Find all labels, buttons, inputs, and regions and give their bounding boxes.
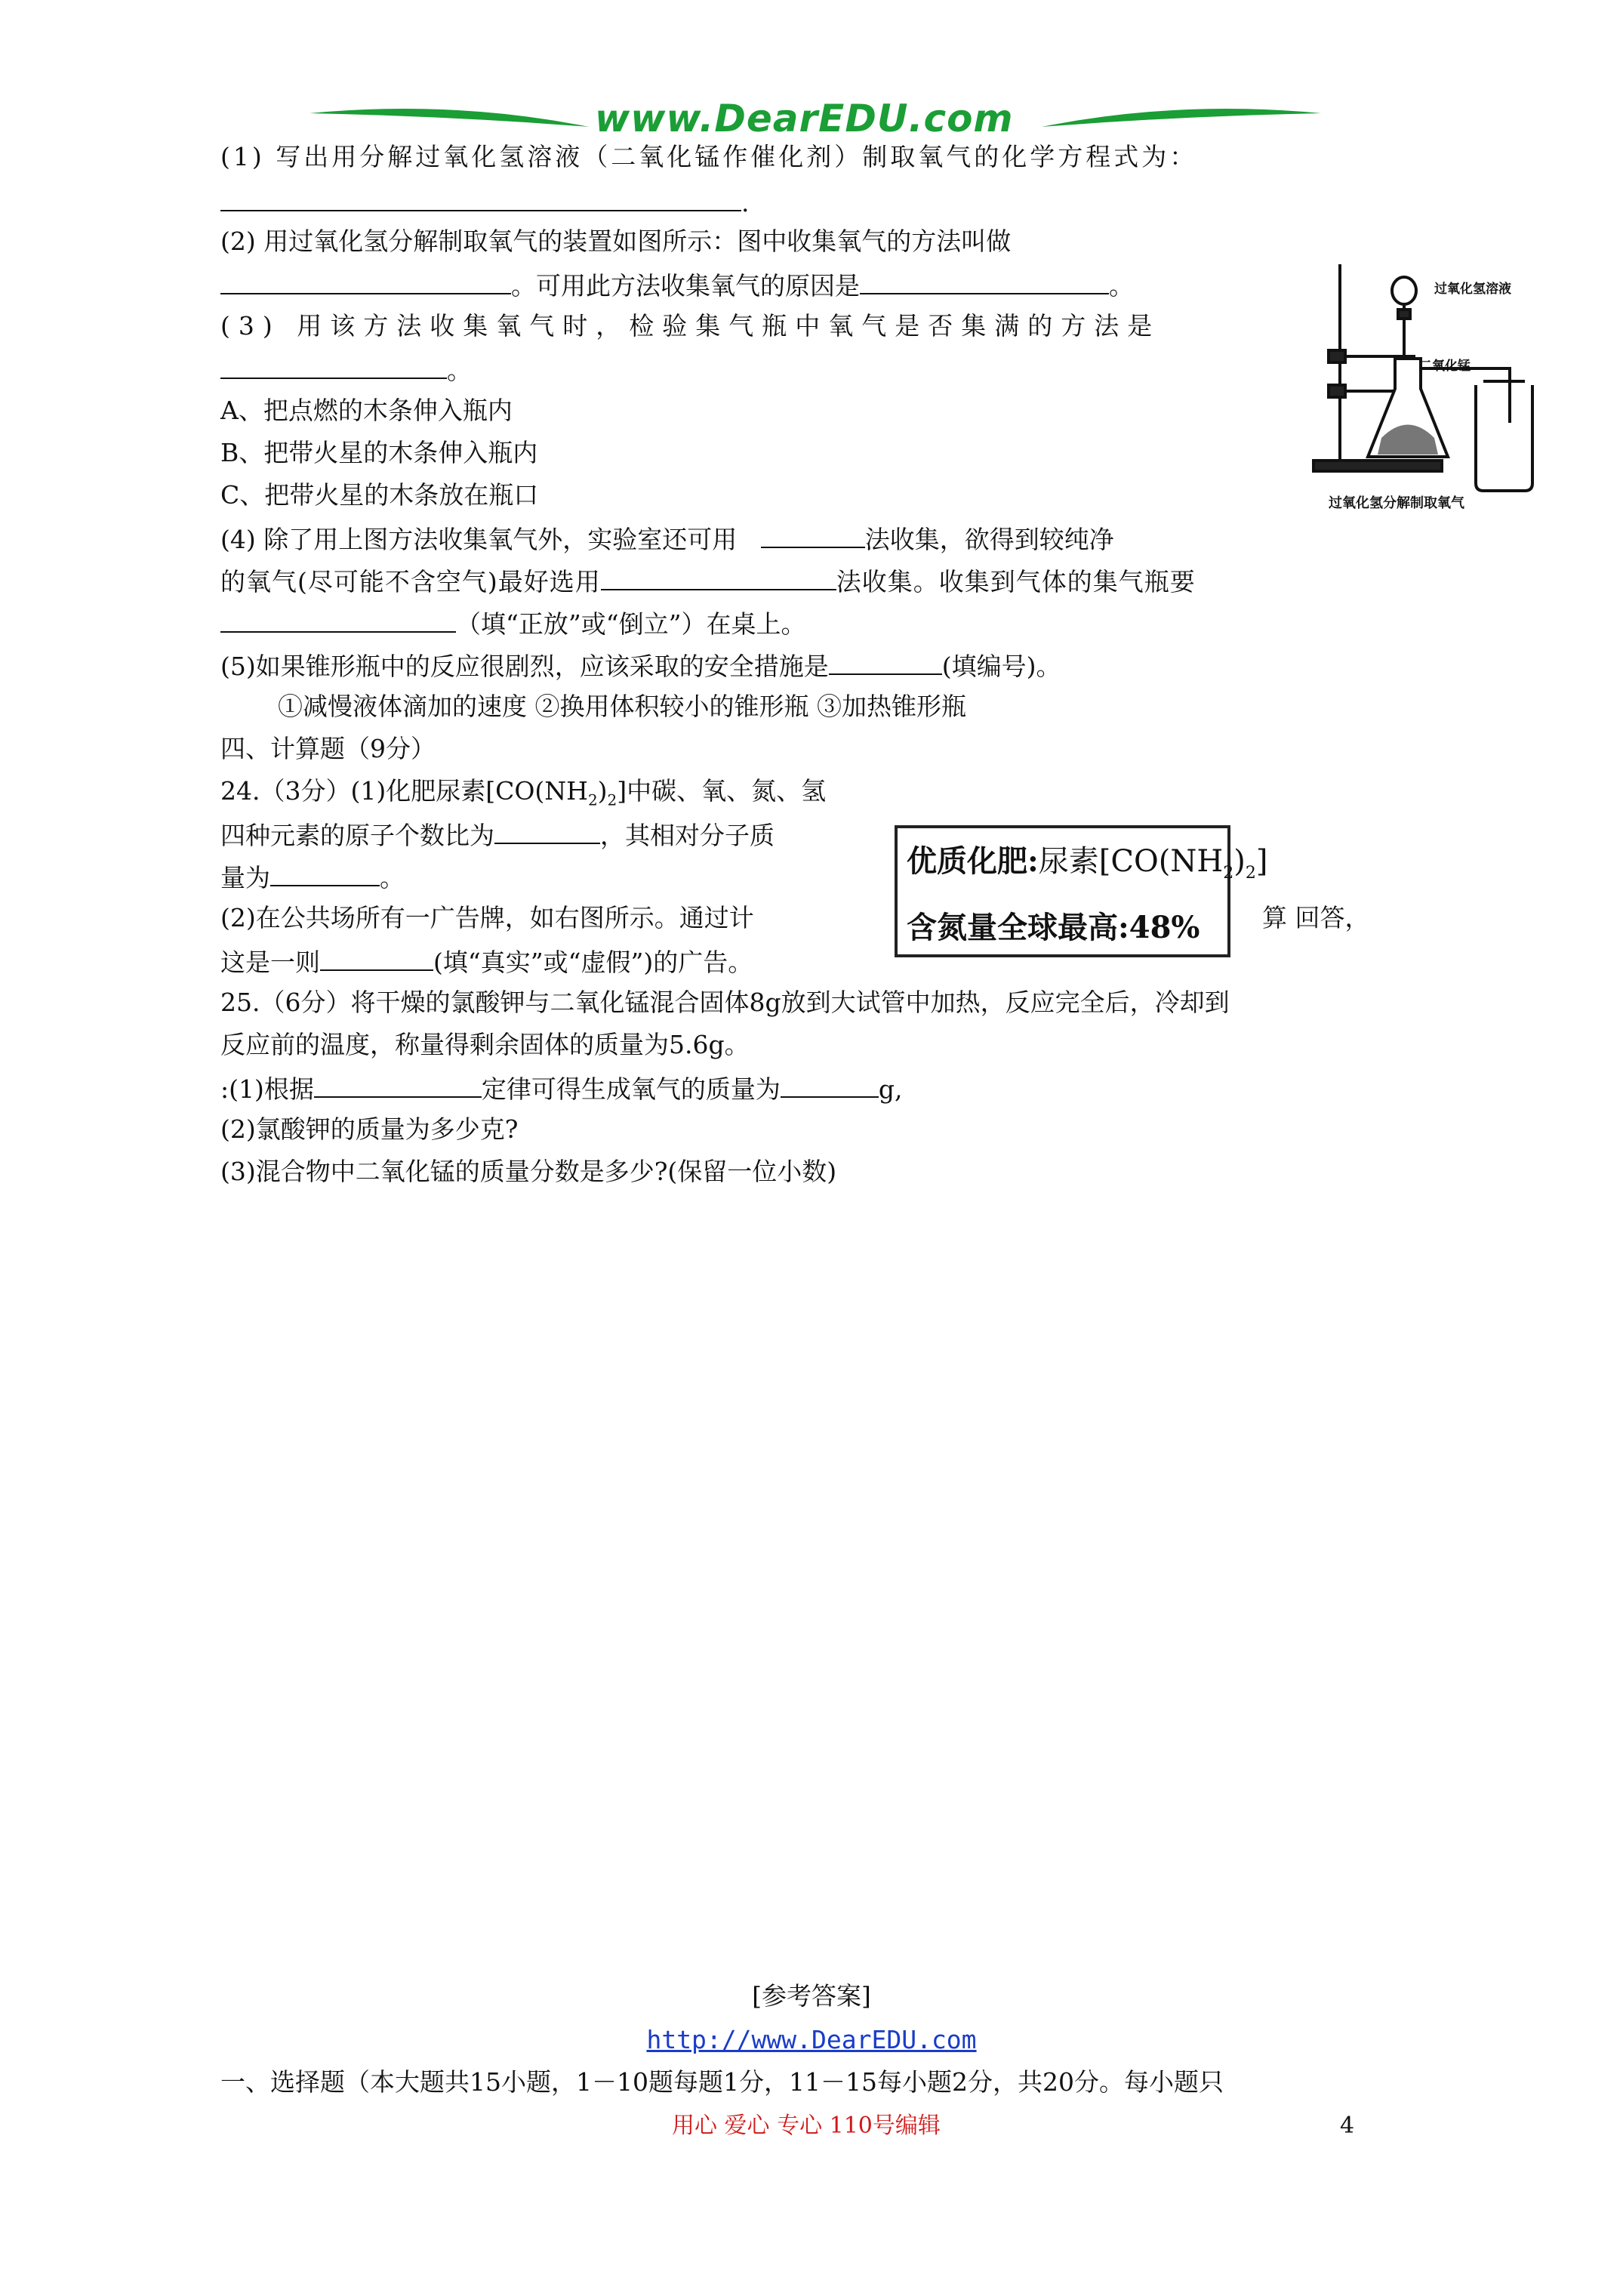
question-25-text-b: 定律可得生成氧气的质量为	[481, 1074, 781, 1104]
section-4-heading: 四、计算题（9分）	[220, 734, 436, 763]
question-1	[220, 140, 1197, 174]
question-1-text: (1) 写出用分解过氧化氢溶液（二氧化锰作催化剂）制取氧气的化学方程式为：	[220, 142, 1198, 171]
option-c: C、把带火星的木条放在瓶口	[220, 480, 539, 510]
question-25: 25.（6分）将干燥的氯酸钾与二氧化锰混合固体8g放到大试管中加热，反应完全后，冷却到	[220, 988, 1230, 1017]
answer-blank[interactable]	[601, 563, 836, 590]
figure-label-mid: 二氧化锰	[1419, 359, 1471, 374]
question-24-line5	[220, 944, 753, 979]
period: .	[741, 188, 750, 217]
subscript: 2	[1245, 864, 1256, 883]
page-number: 4	[1340, 2113, 1355, 2139]
question-24-text-h: (填“真实”或“虚假”)的广告。	[433, 948, 753, 977]
answer-blank[interactable]	[860, 267, 1109, 294]
question-2-text-b: 。可用此方法收集氧气的原因是	[511, 271, 860, 300]
site-link[interactable]: http://www.DearEDU.com	[646, 2025, 977, 2054]
question-24-text-f: (2)在公共场所有一广告牌，如右图所示。通过计	[220, 903, 754, 932]
question-3-text: (3) 用该方法收集氧气时，检验集气瓶中氧气是否集满的方法是	[220, 311, 1161, 341]
subscript: 2	[587, 791, 598, 809]
answer-blank[interactable]	[829, 648, 942, 675]
question-5-options: ①减慢液体滴加的速度 ②换用体积较小的锥形瓶 ③加热锥形瓶	[278, 692, 966, 721]
question-25-part3: (3)混合物中二氧化锰的质量分数是多少?(保留一位小数)	[220, 1157, 837, 1186]
question-4-text-c: 的氧气(尽可能不含空气)最好选用	[220, 567, 601, 596]
question-24	[220, 775, 826, 817]
ad-line-1	[907, 837, 1267, 883]
question-3	[220, 310, 1160, 343]
option-b: B、把带火星的木条伸入瓶内	[220, 438, 538, 467]
period: 。	[380, 863, 405, 892]
answers-link-row	[0, 2023, 1623, 2057]
answer-blank[interactable]	[494, 817, 600, 844]
question-24-paren: )	[597, 776, 608, 806]
advertisement-board	[895, 825, 1268, 957]
question-24-text-e: 量为	[220, 863, 270, 892]
question-25-unit: g,	[878, 1074, 903, 1104]
answer-blank[interactable]	[220, 184, 741, 211]
figure-label-top: 过氧化氢溶液	[1434, 282, 1511, 297]
period: 。	[447, 356, 472, 385]
question-24-line3	[220, 859, 405, 895]
question-24-line2	[220, 817, 775, 852]
question-25-part2: (2)氯酸钾的质量为多少克?	[220, 1114, 519, 1144]
answer-blank[interactable]	[270, 859, 380, 886]
question-25-line2: 反应前的温度，称量得剩余固体的质量为5.6g。	[220, 1030, 750, 1059]
question-4-text-e: （填“正放”或“倒立”）在桌上。	[456, 609, 806, 639]
question-24-text-d: ，其相对分子质	[600, 821, 775, 850]
question-4-line2	[220, 563, 1196, 599]
answers-title: [参考答案]	[752, 1981, 871, 2011]
ad-line1-bracket: ]	[1255, 844, 1268, 879]
subscript: 2	[607, 791, 617, 809]
answers-section-1: 一、选择题（本大题共15小题，1－10题每题1分，11－15每小题2分，共20分。每小题只	[220, 2067, 1224, 2097]
option-a: A、把点燃的木条伸入瓶内	[220, 396, 513, 425]
question-4-text: (4) 除了用上图方法收集氧气外，实验室还可用	[220, 525, 738, 554]
question-24-line4-right: 算 回答，	[1262, 903, 1370, 932]
question-5-text-b: (填编号)。	[941, 652, 1061, 681]
question-1-answer-line	[220, 184, 750, 220]
answer-blank[interactable]	[761, 521, 865, 548]
answer-blank[interactable]	[781, 1071, 879, 1098]
question-3-answer-line	[220, 352, 472, 387]
answer-blank[interactable]	[314, 1071, 482, 1098]
question-24-text: 24.（3分）(1)化肥尿素[CO(NH	[220, 776, 588, 806]
question-4-text-b: 法收集，欲得到较纯净	[864, 525, 1114, 554]
question-4-text-d: 法收集。收集到气体的集气瓶要	[836, 567, 1196, 596]
question-2-line2	[220, 267, 1134, 303]
question-2-text-c: 。	[1109, 271, 1134, 300]
footer-text: 用心 爱心 专心 110号编辑	[672, 2113, 941, 2139]
oxygen-apparatus-figure	[1283, 257, 1540, 513]
question-25-line3	[220, 1071, 903, 1106]
ad-line1-paren: )	[1233, 844, 1246, 879]
question-4	[220, 521, 1114, 556]
question-5	[220, 648, 1061, 683]
question-2	[220, 225, 1011, 258]
question-5-text: (5)如果锥形瓶中的反应很剧烈，应该采取的安全措施是	[220, 652, 829, 681]
question-4-line3	[220, 606, 805, 641]
ad-line1-bold: 优质化肥:	[907, 843, 1039, 879]
ad-line-2: 含氮量全球最高:48%	[907, 910, 1200, 945]
ad-line1-rest: 尿素[CO(NH	[1038, 844, 1224, 879]
question-24-text-g: 这是一则	[220, 948, 320, 977]
header-site-title: www.DearEDU.com	[595, 97, 1014, 140]
answer-blank[interactable]	[320, 944, 433, 971]
answer-blank[interactable]	[220, 352, 447, 379]
question-2-text: (2) 用过氧化氢分解制取氧气的装置如图所示：图中收集氧气的方法叫做	[220, 227, 1012, 256]
figure-caption: 过氧化氢分解制取氧气	[1329, 495, 1464, 511]
subscript: 2	[1223, 864, 1234, 883]
question-25-text: :(1)根据	[220, 1074, 314, 1104]
question-24-line4	[220, 901, 754, 935]
question-24-text-c: 四种元素的原子个数比为	[220, 821, 494, 850]
answer-blank[interactable]	[220, 606, 456, 633]
answer-blank[interactable]	[220, 267, 511, 294]
question-24-text-b: ]中碳、氧、氮、氢	[617, 776, 827, 806]
